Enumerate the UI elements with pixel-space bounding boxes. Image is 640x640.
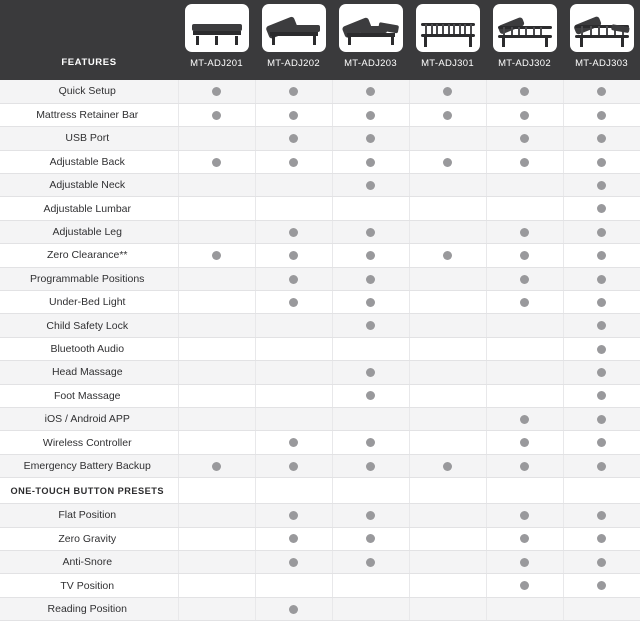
cell-mt-adj301 xyxy=(409,597,486,620)
feature-available-dot-icon xyxy=(520,581,529,590)
model-column-headers xyxy=(178,0,640,80)
feature-available-dot-icon xyxy=(289,111,298,120)
feature-available-dot-icon xyxy=(520,228,529,237)
feature-available-dot-icon xyxy=(366,228,375,237)
cell-mt-adj202 xyxy=(255,550,332,573)
cell-mt-adj301 xyxy=(409,361,486,384)
cell-mt-adj302 xyxy=(486,197,563,220)
cell-mt-adj301 xyxy=(409,454,486,477)
cell-mt-adj301 xyxy=(409,550,486,573)
cell-mt-adj301 xyxy=(409,103,486,126)
cell-mt-adj201 xyxy=(178,384,255,407)
bed-flat-base-icon xyxy=(185,4,249,52)
cell-mt-adj203 xyxy=(332,478,409,504)
model-header-mt-adj302[interactable] xyxy=(486,0,563,80)
cell-mt-adj301 xyxy=(409,80,486,103)
cell-mt-adj203 xyxy=(332,174,409,197)
section-label: ONE-TOUCH BUTTON PRESETS xyxy=(0,478,178,504)
cell-mt-adj301 xyxy=(409,431,486,454)
cell-mt-adj301 xyxy=(409,384,486,407)
feature-available-dot-icon xyxy=(520,275,529,284)
feature-available-dot-icon xyxy=(443,251,452,260)
feature-label: TV Position xyxy=(0,574,178,597)
table-row xyxy=(0,174,640,197)
feature-available-dot-icon xyxy=(366,275,375,284)
feature-available-dot-icon xyxy=(520,462,529,471)
feature-available-dot-icon xyxy=(597,158,606,167)
cell-mt-adj202 xyxy=(255,197,332,220)
feature-label: Wireless Controller xyxy=(0,431,178,454)
table-row xyxy=(0,384,640,407)
cell-mt-adj301 xyxy=(409,504,486,527)
cell-mt-adj303 xyxy=(563,150,640,173)
cell-mt-adj203 xyxy=(332,127,409,150)
cell-mt-adj303 xyxy=(563,478,640,504)
cell-mt-adj201 xyxy=(178,527,255,550)
feature-available-dot-icon xyxy=(212,158,221,167)
cell-mt-adj303 xyxy=(563,361,640,384)
feature-label: Zero Gravity xyxy=(0,527,178,550)
cell-mt-adj302 xyxy=(486,597,563,620)
cell-mt-adj202 xyxy=(255,478,332,504)
cell-mt-adj202 xyxy=(255,220,332,243)
model-header-mt-adj301[interactable] xyxy=(409,0,486,80)
feature-available-dot-icon xyxy=(520,558,529,567)
cell-mt-adj203 xyxy=(332,220,409,243)
cell-mt-adj303 xyxy=(563,220,640,243)
feature-available-dot-icon xyxy=(443,158,452,167)
table-row xyxy=(0,244,640,267)
table-row xyxy=(0,197,640,220)
cell-mt-adj202 xyxy=(255,337,332,360)
bed-adjustable-frame-icon xyxy=(570,4,634,52)
feature-label: Quick Setup xyxy=(0,80,178,103)
cell-mt-adj303 xyxy=(563,574,640,597)
feature-available-dot-icon xyxy=(597,134,606,143)
cell-mt-adj303 xyxy=(563,127,640,150)
feature-available-dot-icon xyxy=(597,321,606,330)
model-header-mt-adj202[interactable] xyxy=(255,0,332,80)
table-row xyxy=(0,504,640,527)
feature-available-dot-icon xyxy=(289,438,298,447)
feature-label: Bluetooth Audio xyxy=(0,337,178,360)
cell-mt-adj201 xyxy=(178,597,255,620)
feature-available-dot-icon xyxy=(597,87,606,96)
cell-mt-adj301 xyxy=(409,314,486,337)
feature-available-dot-icon xyxy=(212,462,221,471)
cell-mt-adj201 xyxy=(178,454,255,477)
feature-available-dot-icon xyxy=(520,134,529,143)
cell-mt-adj302 xyxy=(486,220,563,243)
cell-mt-adj203 xyxy=(332,431,409,454)
cell-mt-adj201 xyxy=(178,574,255,597)
cell-mt-adj203 xyxy=(332,527,409,550)
bed-head-raised-icon xyxy=(262,4,326,52)
feature-available-dot-icon xyxy=(289,462,298,471)
feature-available-dot-icon xyxy=(366,558,375,567)
cell-mt-adj302 xyxy=(486,384,563,407)
feature-available-dot-icon xyxy=(597,391,606,400)
feature-label: Mattress Retainer Bar xyxy=(0,103,178,126)
feature-available-dot-icon xyxy=(597,345,606,354)
cell-mt-adj303 xyxy=(563,314,640,337)
cell-mt-adj201 xyxy=(178,314,255,337)
feature-available-dot-icon xyxy=(520,511,529,520)
cell-mt-adj202 xyxy=(255,361,332,384)
cell-mt-adj201 xyxy=(178,431,255,454)
feature-available-dot-icon xyxy=(366,158,375,167)
table-row xyxy=(0,597,640,620)
cell-mt-adj303 xyxy=(563,80,640,103)
cell-mt-adj203 xyxy=(332,103,409,126)
cell-mt-adj203 xyxy=(332,150,409,173)
feature-available-dot-icon xyxy=(366,87,375,96)
cell-mt-adj201 xyxy=(178,478,255,504)
feature-available-dot-icon xyxy=(597,228,606,237)
model-label: MT-ADJ202 xyxy=(267,58,320,69)
table-row xyxy=(0,291,640,314)
feature-available-dot-icon xyxy=(520,87,529,96)
cell-mt-adj201 xyxy=(178,174,255,197)
table-row xyxy=(0,454,640,477)
model-header-mt-adj303[interactable] xyxy=(563,0,640,80)
feature-available-dot-icon xyxy=(366,181,375,190)
cell-mt-adj302 xyxy=(486,127,563,150)
table-row xyxy=(0,80,640,103)
feature-label: Foot Massage xyxy=(0,384,178,407)
cell-mt-adj202 xyxy=(255,504,332,527)
cell-mt-adj303 xyxy=(563,504,640,527)
table-row xyxy=(0,574,640,597)
cell-mt-adj303 xyxy=(563,527,640,550)
cell-mt-adj301 xyxy=(409,291,486,314)
feature-available-dot-icon xyxy=(597,298,606,307)
feature-available-dot-icon xyxy=(289,558,298,567)
cell-mt-adj301 xyxy=(409,197,486,220)
feature-available-dot-icon xyxy=(520,158,529,167)
feature-available-dot-icon xyxy=(597,534,606,543)
cell-mt-adj203 xyxy=(332,574,409,597)
feature-available-dot-icon xyxy=(289,275,298,284)
cell-mt-adj302 xyxy=(486,244,563,267)
feature-available-dot-icon xyxy=(366,438,375,447)
features-column-header: FEATURES xyxy=(61,57,117,68)
feature-comparison-table xyxy=(0,80,640,621)
feature-label: Emergency Battery Backup xyxy=(0,454,178,477)
cell-mt-adj202 xyxy=(255,80,332,103)
cell-mt-adj301 xyxy=(409,220,486,243)
cell-mt-adj302 xyxy=(486,150,563,173)
cell-mt-adj202 xyxy=(255,527,332,550)
cell-mt-adj302 xyxy=(486,407,563,430)
cell-mt-adj301 xyxy=(409,527,486,550)
cell-mt-adj302 xyxy=(486,80,563,103)
cell-mt-adj302 xyxy=(486,550,563,573)
cell-mt-adj202 xyxy=(255,174,332,197)
cell-mt-adj302 xyxy=(486,174,563,197)
table-row xyxy=(0,337,640,360)
cell-mt-adj302 xyxy=(486,527,563,550)
feature-available-dot-icon xyxy=(366,134,375,143)
feature-available-dot-icon xyxy=(289,87,298,96)
cell-mt-adj301 xyxy=(409,407,486,430)
cell-mt-adj201 xyxy=(178,337,255,360)
cell-mt-adj303 xyxy=(563,431,640,454)
feature-label: Programmable Positions xyxy=(0,267,178,290)
feature-available-dot-icon xyxy=(366,511,375,520)
feature-available-dot-icon xyxy=(597,111,606,120)
feature-available-dot-icon xyxy=(366,368,375,377)
cell-mt-adj201 xyxy=(178,550,255,573)
cell-mt-adj203 xyxy=(332,504,409,527)
table-row xyxy=(0,527,640,550)
bed-platform-frame-icon xyxy=(416,4,480,52)
model-label: MT-ADJ301 xyxy=(421,58,474,69)
model-label: MT-ADJ302 xyxy=(498,58,551,69)
feature-available-dot-icon xyxy=(443,87,452,96)
feature-available-dot-icon xyxy=(366,298,375,307)
feature-available-dot-icon xyxy=(597,511,606,520)
cell-mt-adj201 xyxy=(178,244,255,267)
feature-available-dot-icon xyxy=(366,321,375,330)
feature-available-dot-icon xyxy=(366,534,375,543)
cell-mt-adj302 xyxy=(486,478,563,504)
feature-available-dot-icon xyxy=(597,181,606,190)
cell-mt-adj202 xyxy=(255,291,332,314)
cell-mt-adj303 xyxy=(563,197,640,220)
cell-mt-adj201 xyxy=(178,80,255,103)
table-row xyxy=(0,314,640,337)
feature-available-dot-icon xyxy=(443,462,452,471)
cell-mt-adj203 xyxy=(332,197,409,220)
model-label: MT-ADJ201 xyxy=(190,58,243,69)
feature-available-dot-icon xyxy=(212,111,221,120)
cell-mt-adj303 xyxy=(563,550,640,573)
cell-mt-adj303 xyxy=(563,407,640,430)
feature-available-dot-icon xyxy=(289,605,298,614)
cell-mt-adj201 xyxy=(178,291,255,314)
feature-label: Anti-Snore xyxy=(0,550,178,573)
cell-mt-adj203 xyxy=(332,314,409,337)
feature-label: Adjustable Lumbar xyxy=(0,197,178,220)
cell-mt-adj303 xyxy=(563,103,640,126)
table-row xyxy=(0,103,640,126)
cell-mt-adj201 xyxy=(178,103,255,126)
feature-available-dot-icon xyxy=(597,251,606,260)
cell-mt-adj203 xyxy=(332,337,409,360)
cell-mt-adj303 xyxy=(563,244,640,267)
cell-mt-adj302 xyxy=(486,103,563,126)
cell-mt-adj303 xyxy=(563,337,640,360)
feature-available-dot-icon xyxy=(520,111,529,120)
feature-label: Adjustable Leg xyxy=(0,220,178,243)
cell-mt-adj302 xyxy=(486,361,563,384)
feature-available-dot-icon xyxy=(520,298,529,307)
cell-mt-adj202 xyxy=(255,407,332,430)
cell-mt-adj201 xyxy=(178,361,255,384)
feature-available-dot-icon xyxy=(597,438,606,447)
model-label: MT-ADJ303 xyxy=(575,58,628,69)
cell-mt-adj302 xyxy=(486,574,563,597)
cell-mt-adj203 xyxy=(332,80,409,103)
cell-mt-adj301 xyxy=(409,478,486,504)
cell-mt-adj203 xyxy=(332,267,409,290)
table-row xyxy=(0,550,640,573)
feature-label: iOS / Android APP xyxy=(0,407,178,430)
cell-mt-adj202 xyxy=(255,150,332,173)
table-row xyxy=(0,407,640,430)
cell-mt-adj201 xyxy=(178,197,255,220)
cell-mt-adj202 xyxy=(255,454,332,477)
cell-mt-adj301 xyxy=(409,244,486,267)
cell-mt-adj201 xyxy=(178,504,255,527)
feature-available-dot-icon xyxy=(289,511,298,520)
feature-label: Flat Position xyxy=(0,504,178,527)
cell-mt-adj203 xyxy=(332,384,409,407)
cell-mt-adj202 xyxy=(255,384,332,407)
bed-slat-frame-icon xyxy=(493,4,557,52)
feature-available-dot-icon xyxy=(366,251,375,260)
table-row xyxy=(0,431,640,454)
cell-mt-adj302 xyxy=(486,431,563,454)
cell-mt-adj203 xyxy=(332,407,409,430)
cell-mt-adj303 xyxy=(563,384,640,407)
cell-mt-adj202 xyxy=(255,267,332,290)
feature-label: Child Safety Lock xyxy=(0,314,178,337)
model-label: MT-ADJ203 xyxy=(344,58,397,69)
cell-mt-adj302 xyxy=(486,314,563,337)
model-header-mt-adj203[interactable] xyxy=(332,0,409,80)
cell-mt-adj203 xyxy=(332,454,409,477)
cell-mt-adj202 xyxy=(255,597,332,620)
cell-mt-adj302 xyxy=(486,291,563,314)
feature-available-dot-icon xyxy=(366,391,375,400)
cell-mt-adj202 xyxy=(255,574,332,597)
cell-mt-adj301 xyxy=(409,337,486,360)
cell-mt-adj202 xyxy=(255,314,332,337)
feature-label: Zero Clearance** xyxy=(0,244,178,267)
feature-available-dot-icon xyxy=(597,462,606,471)
feature-available-dot-icon xyxy=(597,558,606,567)
table-row xyxy=(0,361,640,384)
cell-mt-adj303 xyxy=(563,267,640,290)
cell-mt-adj303 xyxy=(563,174,640,197)
table-row xyxy=(0,127,640,150)
cell-mt-adj202 xyxy=(255,127,332,150)
cell-mt-adj202 xyxy=(255,103,332,126)
table-row xyxy=(0,150,640,173)
feature-available-dot-icon xyxy=(597,204,606,213)
cell-mt-adj303 xyxy=(563,597,640,620)
cell-mt-adj301 xyxy=(409,267,486,290)
feature-available-dot-icon xyxy=(597,581,606,590)
table-row xyxy=(0,220,640,243)
cell-mt-adj301 xyxy=(409,574,486,597)
bed-head-foot-raised-icon xyxy=(339,4,403,52)
feature-available-dot-icon xyxy=(520,415,529,424)
feature-available-dot-icon xyxy=(212,87,221,96)
feature-available-dot-icon xyxy=(289,534,298,543)
cell-mt-adj301 xyxy=(409,174,486,197)
cell-mt-adj201 xyxy=(178,220,255,243)
cell-mt-adj303 xyxy=(563,454,640,477)
feature-label: Adjustable Neck xyxy=(0,174,178,197)
cell-mt-adj203 xyxy=(332,291,409,314)
cell-mt-adj201 xyxy=(178,407,255,430)
feature-available-dot-icon xyxy=(289,228,298,237)
feature-available-dot-icon xyxy=(520,438,529,447)
feature-available-dot-icon xyxy=(597,415,606,424)
cell-mt-adj301 xyxy=(409,150,486,173)
feature-available-dot-icon xyxy=(520,534,529,543)
cell-mt-adj203 xyxy=(332,244,409,267)
cell-mt-adj302 xyxy=(486,267,563,290)
feature-label: Reading Position xyxy=(0,597,178,620)
feature-label: Head Massage xyxy=(0,361,178,384)
cell-mt-adj303 xyxy=(563,291,640,314)
chart-header xyxy=(0,0,640,80)
model-header-mt-adj201[interactable] xyxy=(178,0,255,80)
feature-label: Adjustable Back xyxy=(0,150,178,173)
feature-available-dot-icon xyxy=(212,251,221,260)
cell-mt-adj301 xyxy=(409,127,486,150)
cell-mt-adj203 xyxy=(332,550,409,573)
table-row xyxy=(0,267,640,290)
cell-mt-adj202 xyxy=(255,244,332,267)
feature-available-dot-icon xyxy=(366,111,375,120)
feature-available-dot-icon xyxy=(289,251,298,260)
cell-mt-adj203 xyxy=(332,597,409,620)
feature-available-dot-icon xyxy=(597,368,606,377)
table-section-row xyxy=(0,478,640,504)
cell-mt-adj201 xyxy=(178,127,255,150)
feature-available-dot-icon xyxy=(597,275,606,284)
feature-label: USB Port xyxy=(0,127,178,150)
feature-available-dot-icon xyxy=(289,298,298,307)
cell-mt-adj202 xyxy=(255,431,332,454)
cell-mt-adj201 xyxy=(178,267,255,290)
feature-available-dot-icon xyxy=(520,251,529,260)
cell-mt-adj302 xyxy=(486,504,563,527)
feature-available-dot-icon xyxy=(443,111,452,120)
cell-mt-adj302 xyxy=(486,337,563,360)
feature-label: Under-Bed Light xyxy=(0,291,178,314)
cell-mt-adj302 xyxy=(486,454,563,477)
feature-available-dot-icon xyxy=(289,134,298,143)
cell-mt-adj201 xyxy=(178,150,255,173)
feature-available-dot-icon xyxy=(366,462,375,471)
feature-available-dot-icon xyxy=(289,158,298,167)
cell-mt-adj203 xyxy=(332,361,409,384)
